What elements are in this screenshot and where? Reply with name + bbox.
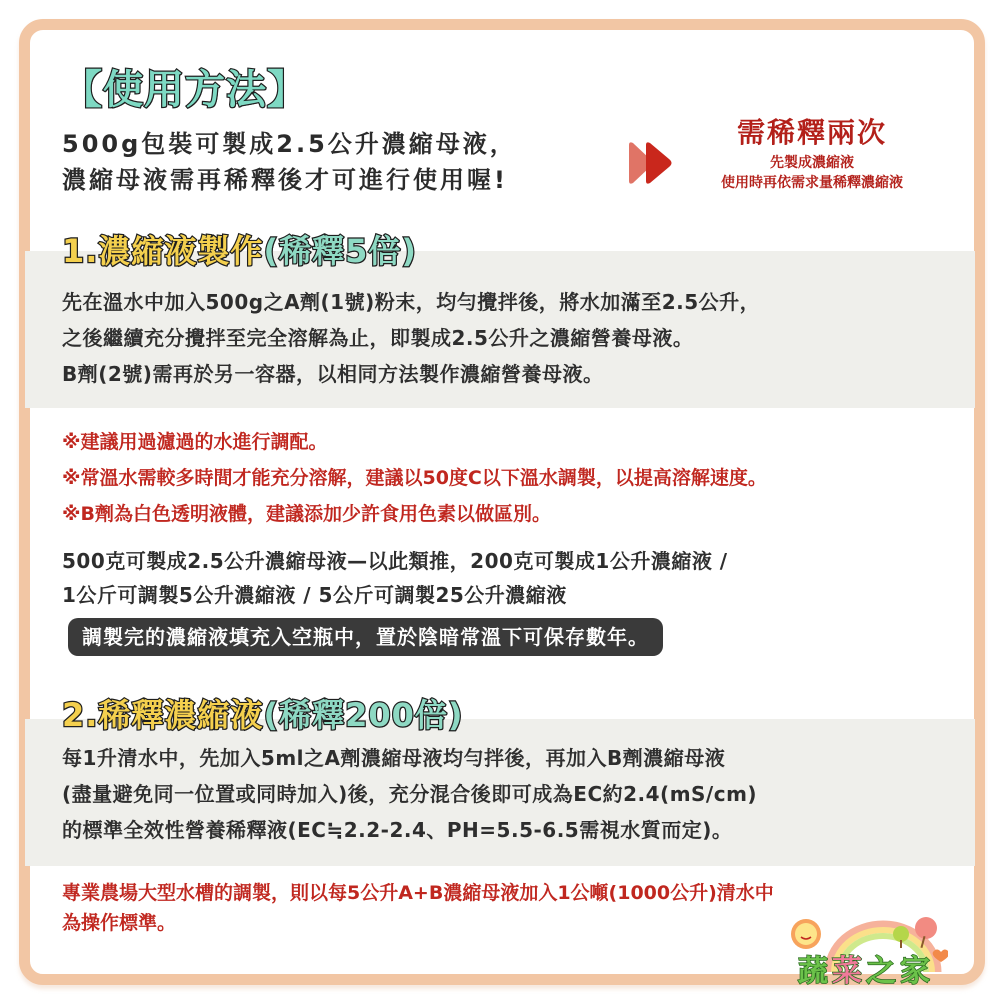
section2-title-paren: (稀釋200倍) [263,696,464,734]
ratio-line: 1公斤可調製5公升濃縮液 / 5公斤可調製25公升濃縮液 [62,583,567,607]
ratio-text [62,544,728,612]
callout-headline: 需稀釋兩次 [736,116,887,149]
dilute-twice-callout [676,113,948,193]
body-line: 先在溫水中加入500g之A劑(1號)粉末，均勻攪拌後，將水加滿至2.5公升， [62,290,761,314]
body-line: 每1升清水中，先加入5ml之A劑濃縮母液均勻拌後，再加入B劑濃縮母液 [62,746,726,770]
body-line: B劑(2號)需再於另一容器，以相同方法製作濃縮營養母液。 [62,362,604,386]
body-line: 的標準全效性營養稀釋液(EC≒2.2-2.4、PH=5.5-6.5需視水質而定)。 [62,818,733,842]
sun-icon [791,919,821,949]
intro-line: 500g包裝可製成2.5公升濃縮母液， [62,130,517,158]
body-line: 之後繼續充分攪拌至完全溶解為止，即製成2.5公升之濃縮營養母液。 [62,326,694,350]
storage-note: 調製完的濃縮液填充入空瓶中，置於陰暗常溫下可保存數年。 [68,618,663,656]
logo-text: 蔬菜之家 [798,954,934,989]
double-arrow-right-icon [626,141,676,185]
farm-line: 為操作標準。 [62,912,177,934]
section1-title-paren: (稀釋5倍) [263,232,417,270]
notes-list [62,424,767,532]
note-item: ※B劑為白色透明液體，建議添加少許食用色素以做區別。 [62,503,551,525]
intro-line: 濃縮母液需再稀釋後才可進行使用喔! [62,166,508,194]
page-title: 【使用方法】 [62,67,308,113]
section1-title [62,226,417,272]
farm-line: 專業農場大型水槽的調製，則以每5公升A+B濃縮母液加入1公噸(1000公升)清水中 [62,882,774,904]
ratio-line: 500克可製成2.5公升濃縮母液—以此類推，200克可製成1公升濃縮液 / [62,549,728,573]
section1-body [62,284,760,392]
callout-sub: 先製成濃縮液 [770,155,854,171]
section2-title [62,690,464,736]
section2-body [62,740,757,848]
section2-title-main: 2.稀釋濃縮液 [62,696,264,734]
callout-sub: 使用時再依需求量稀釋濃縮液 [721,175,903,191]
brand-logo [778,912,948,996]
note-item: ※建議用過濾過的水進行調配。 [62,431,328,453]
body-line: (盡量避免同一位置或同時加入)後，充分混合後即可成為EC約2.4(mS/cm) [62,782,758,806]
note-item: ※常溫水需較多時間才能充分溶解，建議以50度C以下溫水調製，以提高溶解速度。 [62,467,767,489]
intro-text [62,126,517,198]
section1-title-main: 1.濃縮液製作 [62,232,264,270]
